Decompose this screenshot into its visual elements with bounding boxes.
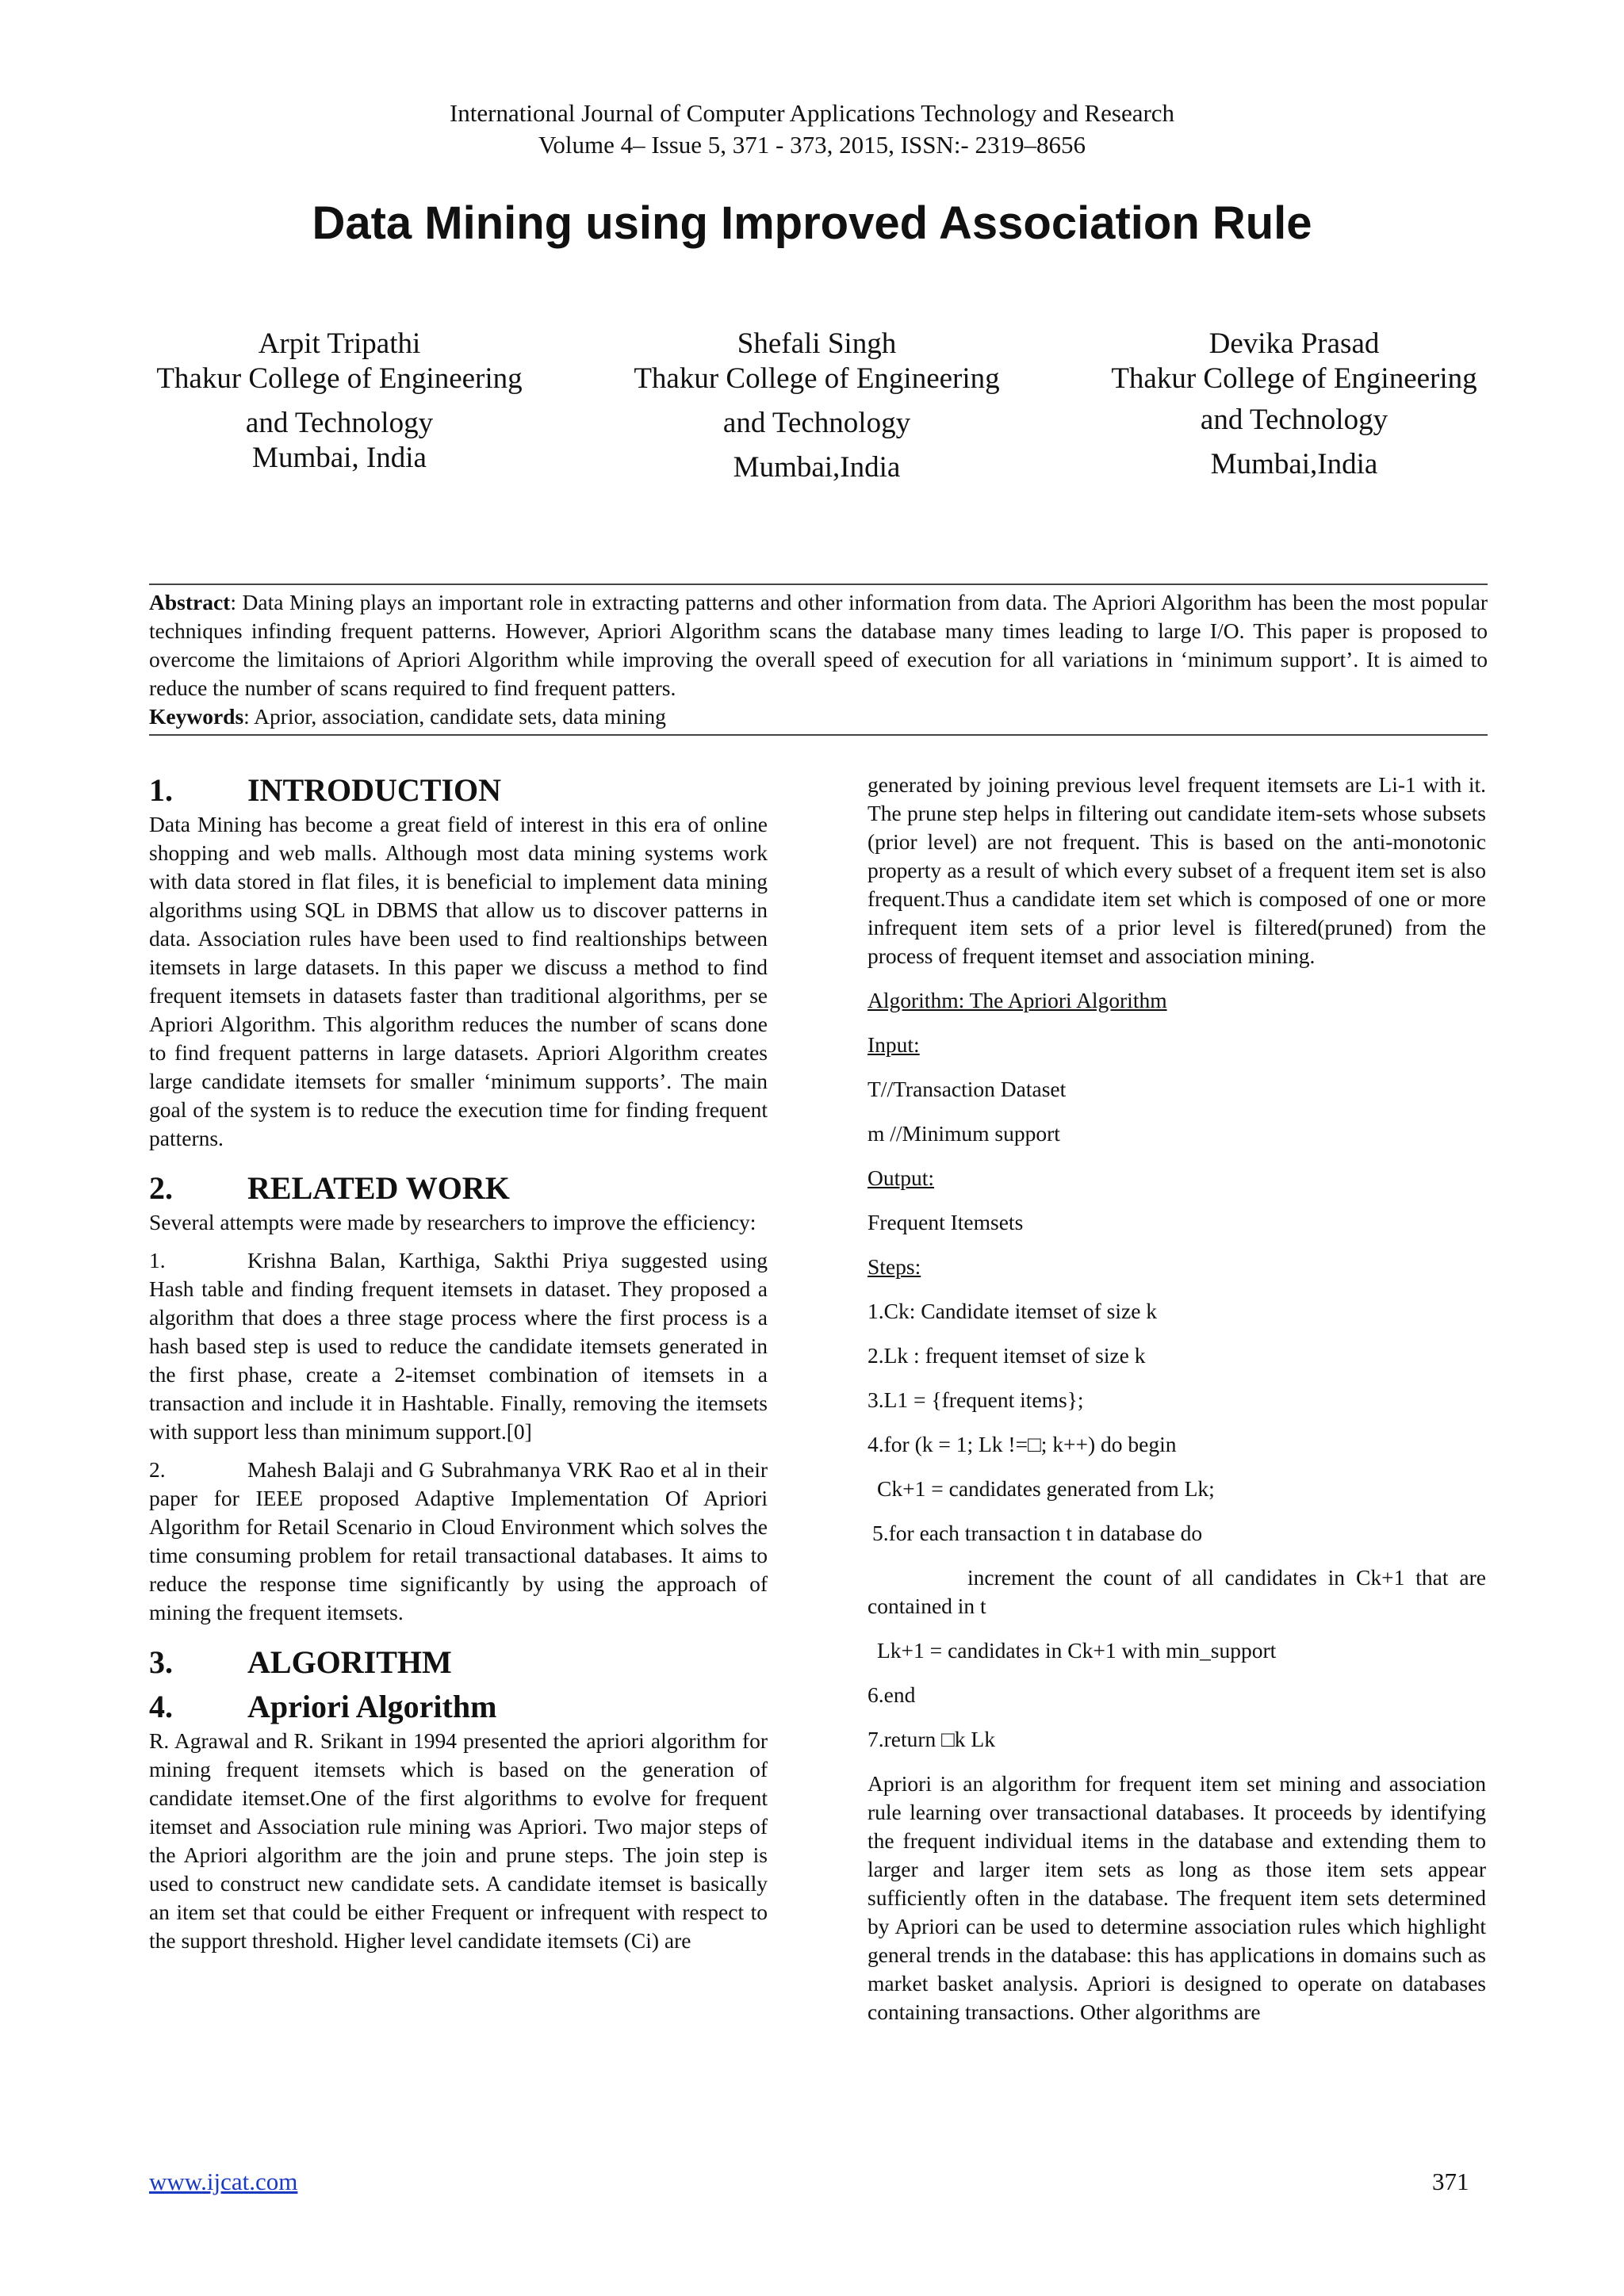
step-line: increment the count of all candidates in Ck+1 that are contained in t	[868, 1565, 1486, 1618]
page-number: 371	[1432, 2168, 1469, 2195]
input-label: Input:	[868, 1032, 920, 1057]
step-line: 4.for (k = 1; Lk !=□; k++) do begin	[868, 1432, 1177, 1456]
author-affiliation: Thakur College of Engineering	[1111, 362, 1477, 395]
author-affiliation-cont: and Technology	[245, 407, 434, 439]
journal-volume: Volume 4– Issue 5, 371 - 373, 2015, ISSN:- 2319–8656	[538, 131, 1086, 159]
closing-text: Apriori is an algorithm for frequent item set mining and association rule learning over transactional databases. It proceeds by identifying the frequent individual items in the database and extending them to larger and larger item sets as long as those item sets appear sufficiently often in the database. The frequent item sets determined by Apriori can be used to determine association rules which highlight general trends in the database: this has applications in domains such as market basket analysis. Apriori is designed to operate on databases containing transactions. Other algorithms are	[868, 1771, 1486, 2024]
related-work-intro: Several attempts were made by researchers to improve the efficiency:	[149, 1210, 756, 1234]
step-line: 3.L1 = {frequent items};	[868, 1387, 1084, 1412]
author-affiliation: Thakur College of Engineering	[156, 362, 523, 395]
right-column	[868, 771, 1486, 2026]
step-line: 2.Lk : frequent itemset of size k	[868, 1343, 1146, 1368]
section-heading-related-work: 2. RELATED WORK	[149, 1170, 510, 1206]
abstract-label: Abstract	[149, 590, 231, 614]
related-work-item: 2. Mahesh Balaji and G Subrahmanya VRK Rao et al in their paper for IEEE proposed Adaptive Implementation Of Apriori Algorithm for Retail Scenario in Cloud Environment which solves the time consuming problem for retail transactional databases. It aims to reduce the response time significantly by using the approach of mining the frequent itemsets.	[149, 1457, 768, 1624]
keywords-text: : Aprior, association, candidate sets, data mining	[243, 704, 666, 729]
section-heading-algorithm: 3. ALGORITHM	[149, 1644, 452, 1680]
abstract	[149, 588, 1488, 731]
output-line: Frequent Itemsets	[868, 1210, 1024, 1234]
author-name: Arpit Tripathi	[258, 327, 421, 360]
author-affiliation-cont: and Technology	[722, 407, 911, 439]
author-city: Mumbai,India	[1210, 448, 1378, 480]
abstract-bottom-rule	[149, 734, 1488, 736]
steps-label: Steps:	[868, 1254, 921, 1279]
journal-name: International Journal of Computer Applications Technology and Research	[449, 99, 1175, 127]
introduction-text: Data Mining has become a great field of interest in this era of online shopping and web malls. Although most data mining systems work with data stored in flat files, it is beneficial to implement data mining algorithms using SQL in DBMS that allow us to discover patterns in data. Association rules have been used to find realtionships between itemsets in large datasets. In this paper we discuss a method to find frequent itemsets in datasets faster than traditional algorithms, per se Apriori Algorithm. This algorithm reduces the number of scans done to find frequent patterns in large datasets. Apriori Algorithm creates large candidate itemsets for smaller ‘minimum supports’. The main goal of the system is to reduce the execution time for finding frequent patterns.	[149, 812, 768, 1150]
left-column	[149, 771, 768, 1955]
author-block-2	[595, 327, 1039, 485]
step-line: 1.Ck: Candidate itemset of size k	[868, 1299, 1158, 1323]
apriori-text: R. Agrawal and R. Srikant in 1994 presented the apriori algorithm for mining frequent itemsets which is based on the generation of candidate itemset.One of the first algorithms to evolve for frequent itemset and Association rule mining was Apriori. Two major steps of the Apriori algorithm are the join and prune steps. The join step is used to construct new candidate sets. A candidate itemset is basically an item set that could be either Frequent or infrequent with respect to the support threshold. Higher level candidate itemsets (Ci) are	[149, 1728, 768, 1953]
output-label: Output:	[868, 1165, 935, 1190]
footer-link[interactable]: www.ijcat.com	[149, 2168, 298, 2195]
input-line: m //Minimum support	[868, 1121, 1060, 1146]
author-block-3	[1072, 327, 1516, 482]
abstract-top-rule	[149, 584, 1488, 585]
step-line: Ck+1 = candidates generated from Lk;	[877, 1476, 1215, 1501]
author-affiliation: Thakur College of Engineering	[634, 362, 1000, 395]
algorithm-title: Algorithm: The Apriori Algorithm	[868, 988, 1167, 1012]
author-affiliation-cont: and Technology	[1200, 404, 1388, 436]
abstract-text: : Data Mining plays an important role in extracting patterns and other information from data. The Apriori Algorithm has been the most popular techniques infinding frequent patterns. However, Apriori Algorithm scans the database many times leading to large I/O. This paper is proposed to overcome the limitaions of Apriori Algorithm while improving the overall speed of execution for all variations in ‘minimum support’. It is aimed to reduce the number of scans required to find frequent patters.	[149, 590, 1488, 700]
section-heading-apriori: 4. Apriori Algorithm	[149, 1689, 497, 1724]
author-block-1	[117, 327, 561, 476]
keywords-label: Keywords	[149, 704, 244, 729]
paper-title: Data Mining using Improved Association Rule	[312, 197, 1312, 249]
author-city: Mumbai,India	[733, 451, 901, 484]
step-line: 7.return □k Lk	[868, 1727, 995, 1751]
step-line: 5.for each transaction t in database do	[872, 1521, 1203, 1545]
step-line: Lk+1 = candidates in Ck+1 with min_support	[877, 1638, 1277, 1663]
author-city: Mumbai, India	[252, 442, 427, 474]
continued-text: generated by joining previous level frequent itemsets are Li-1 with it. The prune step helps in filtering out candidate item-sets whose subsets (prior level) are not frequent. This is based on the anti-monotonic property as a result of which every subset of a frequent item set is also frequent.Thus a candidate item set which is composed of one or more infrequent item sets of a prior level is filtered(pruned) from the process of frequent itemset and association mining.	[868, 772, 1486, 968]
input-line: T//Transaction Dataset	[868, 1077, 1067, 1101]
related-work-item: 1. Krishna Balan, Karthiga, Sakthi Priya suggested using Hash table and finding frequent itemsets in dataset. They proposed a algorithm that does a three stage process where the first process is a hash based step is used to reduce the candidate itemsets generated in the first phase, create a 2-itemset combination of itemsets in a transaction and include it in Hashtable. Finally, removing the itemsets with support less than minimum support.[0]	[149, 1248, 768, 1444]
author-name: Devika Prasad	[1208, 327, 1380, 360]
section-heading-introduction: 1. INTRODUCTION	[149, 772, 502, 808]
step-line: 6.end	[868, 1682, 916, 1707]
author-name: Shefali Singh	[737, 327, 897, 360]
